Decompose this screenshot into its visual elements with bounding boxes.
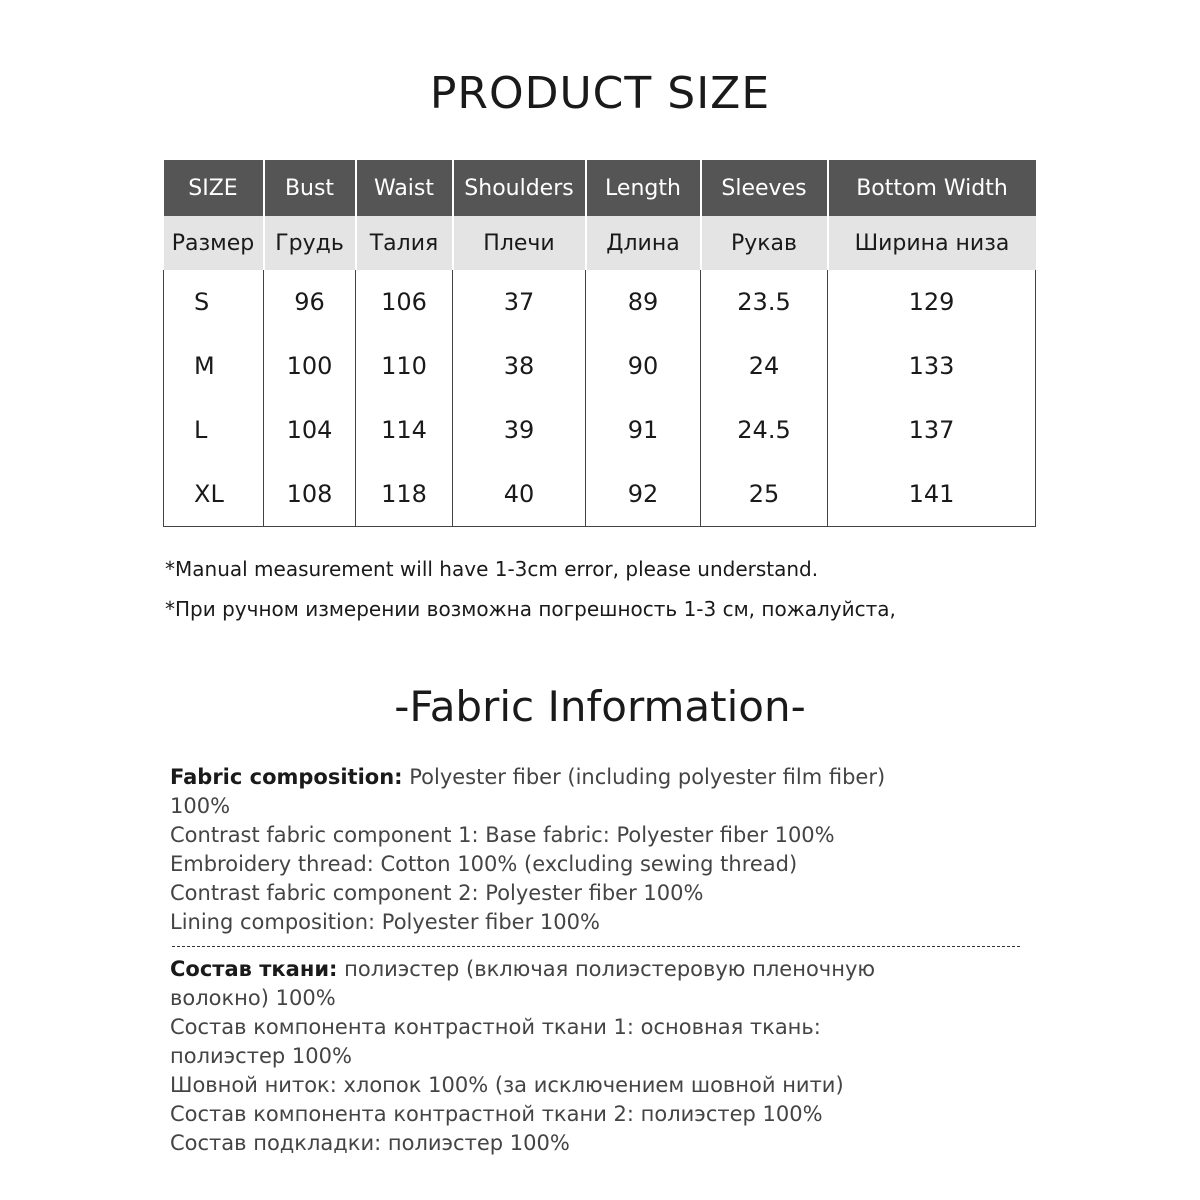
header-bust: Bust bbox=[264, 160, 356, 216]
table-cell: 110 bbox=[356, 334, 453, 398]
table-cell: 24.5 bbox=[701, 398, 828, 462]
header-waist: Waist bbox=[356, 160, 453, 216]
fabric-line bbox=[170, 763, 1030, 792]
table-cell: 137 bbox=[828, 398, 1036, 462]
table-cell: S bbox=[164, 270, 264, 334]
header-sleeves: Sleeves bbox=[701, 160, 828, 216]
measurement-note-en: *Manual measurement will have 1-3cm error, please understand. bbox=[165, 557, 819, 581]
table-cell: 37 bbox=[453, 270, 586, 334]
table-cell: 106 bbox=[356, 270, 453, 334]
fabric-title: -Fabric Information- bbox=[394, 682, 806, 731]
table-cell: 100 bbox=[264, 334, 356, 398]
fabric-line: Состав подкладки: полиэстер 100% bbox=[170, 1131, 570, 1155]
table-cell: L bbox=[164, 398, 264, 462]
table-cell: 23.5 bbox=[701, 270, 828, 334]
fabric-line: Lining composition: Polyester fiber 100% bbox=[170, 910, 600, 934]
header-length: Length bbox=[586, 160, 701, 216]
fabric-line: волокно) 100% bbox=[170, 986, 336, 1010]
measurement-note-ru: *При ручном измерении возможна погрешность 1-3 см, пожалуйста, bbox=[165, 597, 896, 621]
table-cell: M bbox=[164, 334, 264, 398]
fabric-info-en bbox=[170, 763, 1030, 937]
fabric-line: Состав компонента контрастной ткани 1: основная ткань: bbox=[170, 1015, 821, 1039]
header-ru-bust: Грудь bbox=[264, 216, 356, 270]
table-cell: 91 bbox=[586, 398, 701, 462]
table-cell: 108 bbox=[264, 462, 356, 527]
fabric-composition-value-ru: полиэстер (включая полиэстеровую пленочную bbox=[337, 957, 876, 981]
table-cell: 38 bbox=[453, 334, 586, 398]
table-cell: 104 bbox=[264, 398, 356, 462]
table-cell: 129 bbox=[828, 270, 1036, 334]
fabric-composition-value: Polyester fiber (including polyester film fiber) bbox=[402, 765, 886, 789]
header-ru-size: Размер bbox=[164, 216, 264, 270]
table-row bbox=[164, 270, 1036, 334]
table-cell: 90 bbox=[586, 334, 701, 398]
table-cell: 114 bbox=[356, 398, 453, 462]
header-ru-length: Длина bbox=[586, 216, 701, 270]
fabric-composition-label: Fabric composition: bbox=[170, 765, 403, 789]
table-cell: 141 bbox=[828, 462, 1036, 527]
header-row-ru bbox=[164, 216, 1036, 270]
header-shoulders: Shoulders bbox=[453, 160, 586, 216]
table-cell: 39 bbox=[453, 398, 586, 462]
table-row bbox=[164, 462, 1036, 527]
table-cell: 92 bbox=[586, 462, 701, 527]
header-size: SIZE bbox=[164, 160, 264, 216]
fabric-line: 100% bbox=[170, 794, 231, 818]
page-title: PRODUCT SIZE bbox=[429, 68, 771, 119]
header-ru-waist: Талия bbox=[356, 216, 453, 270]
table-row bbox=[164, 398, 1036, 462]
fabric-line: Состав компонента контрастной ткани 2: полиэстер 100% bbox=[170, 1102, 823, 1126]
fabric-line: Embroidery thread: Cotton 100% (excluding sewing thread) bbox=[170, 852, 798, 876]
table-cell: 96 bbox=[264, 270, 356, 334]
table-cell: XL bbox=[164, 462, 264, 527]
dashed-divider bbox=[172, 946, 1020, 947]
fabric-line: Contrast fabric component 2: Polyester fiber 100% bbox=[170, 881, 704, 905]
table-cell: 89 bbox=[586, 270, 701, 334]
header-ru-sleeves: Рукав bbox=[701, 216, 828, 270]
header-bottom-width: Bottom Width bbox=[828, 160, 1036, 216]
fabric-line: Contrast fabric component 1: Base fabric: Polyester fiber 100% bbox=[170, 823, 835, 847]
size-table bbox=[163, 160, 1036, 527]
table-cell: 118 bbox=[356, 462, 453, 527]
fabric-composition-label-ru: Состав ткани: bbox=[170, 957, 338, 981]
table-cell: 24 bbox=[701, 334, 828, 398]
table-cell: 133 bbox=[828, 334, 1036, 398]
fabric-line bbox=[170, 955, 1030, 984]
fabric-line: Шовной ниток: хлопок 100% (за исключением шовной нити) bbox=[170, 1073, 844, 1097]
table-cell: 40 bbox=[453, 462, 586, 527]
table-row bbox=[164, 334, 1036, 398]
table-cell: 25 bbox=[701, 462, 828, 527]
header-ru-shoulders: Плечи bbox=[453, 216, 586, 270]
header-row-en bbox=[164, 160, 1036, 216]
header-ru-bottom-width: Ширина низа bbox=[828, 216, 1036, 270]
fabric-line: полиэстер 100% bbox=[170, 1044, 352, 1068]
fabric-info-ru bbox=[170, 955, 1030, 1158]
